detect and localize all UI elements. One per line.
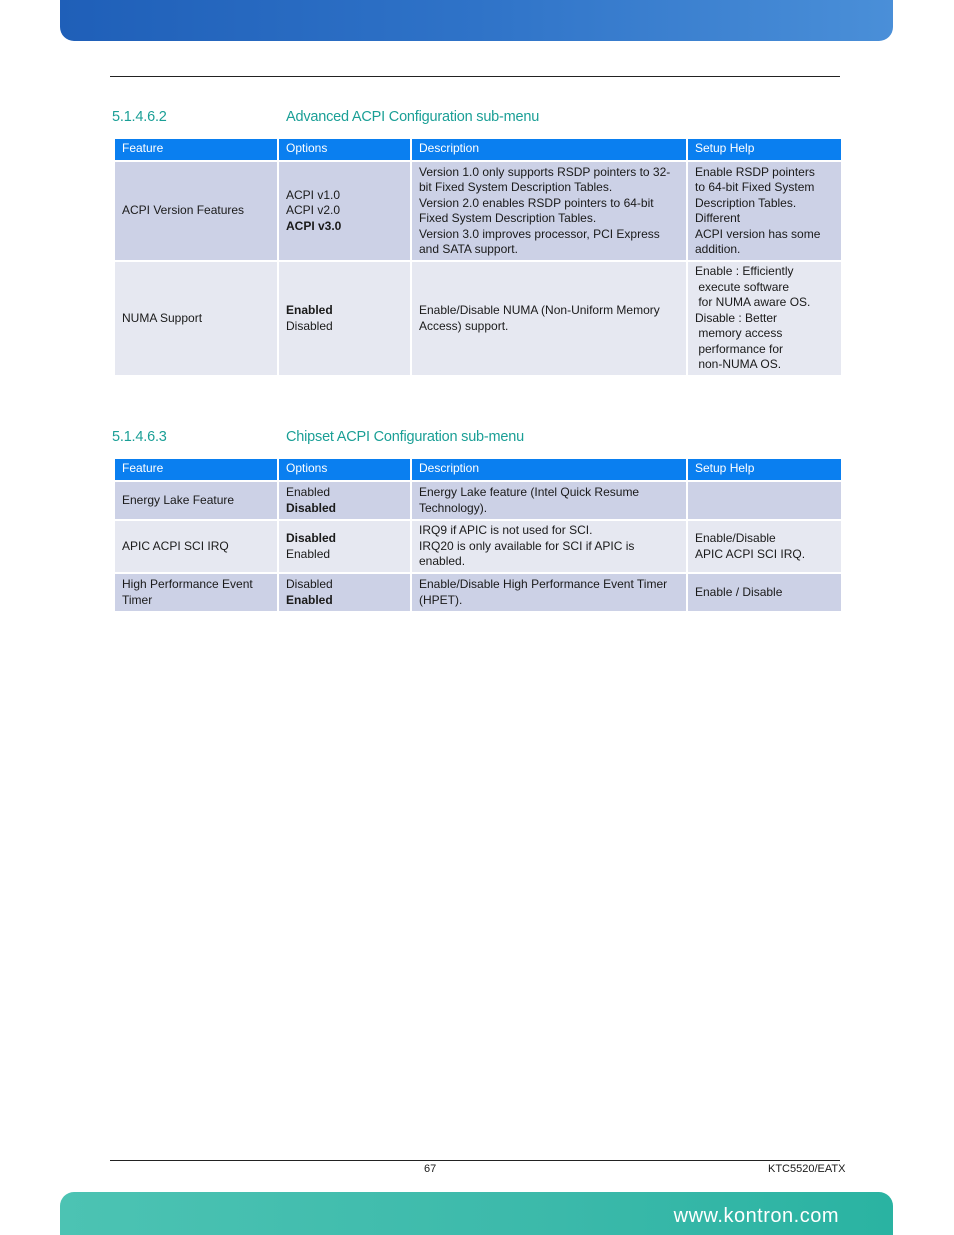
option-default: ACPI v3.0: [286, 218, 342, 233]
footer-divider: [110, 1160, 840, 1161]
cell-line: APIC ACPI SCI IRQ: [122, 538, 229, 553]
options-cell: [279, 262, 410, 375]
options-cell: [279, 482, 410, 519]
cell-line: memory access: [695, 326, 783, 341]
bottom-banner: [60, 1192, 893, 1235]
cell-line: bit Fixed System Description Tables.: [419, 180, 613, 194]
header-setup-help: Setup Help: [688, 459, 841, 480]
header-feature: Feature: [115, 139, 277, 160]
cell-line: Enable / Disable: [695, 584, 783, 599]
cell-line: performance for: [695, 341, 784, 356]
option-value: Enabled: [286, 485, 331, 499]
option-value: Enabled: [286, 546, 331, 561]
page-number: 67: [424, 1163, 437, 1175]
header-divider: [110, 76, 840, 77]
section-number: 5.1.4.6.2: [112, 109, 167, 125]
option-value: Disabled: [286, 577, 333, 591]
setup-help-cell: [688, 482, 841, 519]
cell-line: Different: [695, 211, 741, 225]
feature-cell: [115, 262, 277, 375]
top-banner: [60, 0, 893, 41]
section-title: Chipset ACPI Configuration sub-menu: [286, 429, 525, 445]
setup-help-cell: [688, 521, 841, 572]
cell-line: ACPI version has some: [695, 226, 821, 241]
cell-line: Enable/Disable High Performance Event Timer: [419, 577, 668, 591]
option-value: ACPI v1.0: [286, 187, 341, 202]
section-number: 5.1.4.6.3: [112, 429, 167, 445]
cell-line: Energy Lake feature (Intel Quick Resume: [419, 485, 640, 499]
setup-help-cell: [688, 574, 841, 611]
cell-line: IRQ9 if APIC is not used for SCI.: [419, 523, 593, 538]
table-row: [115, 574, 841, 611]
cell-line: Disable : Better: [695, 310, 778, 325]
option-default: Enabled: [286, 592, 333, 607]
cell-line: Fixed System Description Tables.: [419, 211, 597, 225]
options-cell: [279, 574, 410, 611]
cell-line: enabled.: [419, 554, 466, 569]
table-row: [115, 162, 841, 260]
setup-help-cell: [688, 162, 841, 260]
cell-line: Description Tables.: [695, 195, 797, 210]
cell-line: addition.: [695, 242, 741, 256]
cell-line: Enable/Disable NUMA (Non-Uniform Memory: [419, 303, 660, 317]
description-cell: [412, 574, 686, 611]
feature-cell: [115, 482, 277, 519]
header-options: Options: [279, 459, 410, 480]
cell-line: to 64-bit Fixed System: [695, 180, 815, 194]
description-cell: [412, 262, 686, 375]
document-id: KTC5520/EATX: [768, 1163, 846, 1175]
table-row: [115, 262, 841, 375]
advanced-acpi-table: [113, 137, 843, 377]
option-default: Enabled: [286, 303, 333, 317]
cell-line: Enable/Disable: [695, 531, 776, 545]
option-value: Disabled: [286, 318, 333, 333]
feature-cell: [115, 521, 277, 572]
header-description: Description: [412, 459, 686, 480]
cell-line: execute software: [695, 279, 790, 294]
cell-line: Enable RSDP pointers: [695, 164, 815, 179]
cell-line: and SATA support.: [419, 242, 518, 256]
cell-line: Version 1.0 only supports RSDP pointers to 32-: [419, 164, 671, 179]
feature-cell: [115, 574, 277, 611]
option-value: ACPI v2.0: [286, 203, 341, 218]
cell-line: Enable : Efficiently: [695, 264, 794, 279]
cell-line: Energy Lake Feature: [122, 492, 235, 507]
chipset-acpi-table: [113, 457, 843, 613]
cell-line: (HPET).: [419, 592, 463, 607]
cell-line: High Performance Event: [122, 577, 253, 591]
description-cell: [412, 482, 686, 519]
cell-line: Access) support.: [419, 318, 509, 333]
header-setup-help: Setup Help: [688, 139, 841, 160]
option-default: Disabled: [286, 500, 337, 515]
table-row: [115, 521, 841, 572]
feature-cell: [115, 162, 277, 260]
cell-line: for NUMA aware OS.: [695, 295, 811, 310]
setup-help-cell: [688, 262, 841, 375]
table-row: [115, 482, 841, 519]
cell-line: APIC ACPI SCI IRQ.: [695, 546, 806, 561]
table-header-row: [115, 139, 841, 160]
cell-line: Version 2.0 enables RSDP pointers to 64-bit: [419, 195, 654, 210]
cell-line: Timer: [122, 592, 153, 607]
cell-line: Version 3.0 improves processor, PCI Express: [419, 226, 660, 241]
cell-line: Technology).: [419, 500, 488, 515]
description-cell: [412, 521, 686, 572]
description-cell: [412, 162, 686, 260]
cell-line: non-NUMA OS.: [695, 357, 782, 372]
options-cell: [279, 521, 410, 572]
cell-line: NUMA Support: [122, 310, 203, 325]
header-feature: Feature: [115, 459, 277, 480]
header-description: Description: [412, 139, 686, 160]
header-options: Options: [279, 139, 410, 160]
cell-line: ACPI Version Features: [122, 203, 245, 218]
option-default: Disabled: [286, 531, 337, 545]
section-title: Advanced ACPI Configuration sub-menu: [286, 109, 540, 125]
options-cell: [279, 162, 410, 260]
cell-line: IRQ20 is only available for SCI if APIC is: [419, 538, 635, 553]
website-link[interactable]: www.kontron.com: [673, 1205, 839, 1227]
table-header-row: [115, 459, 841, 480]
